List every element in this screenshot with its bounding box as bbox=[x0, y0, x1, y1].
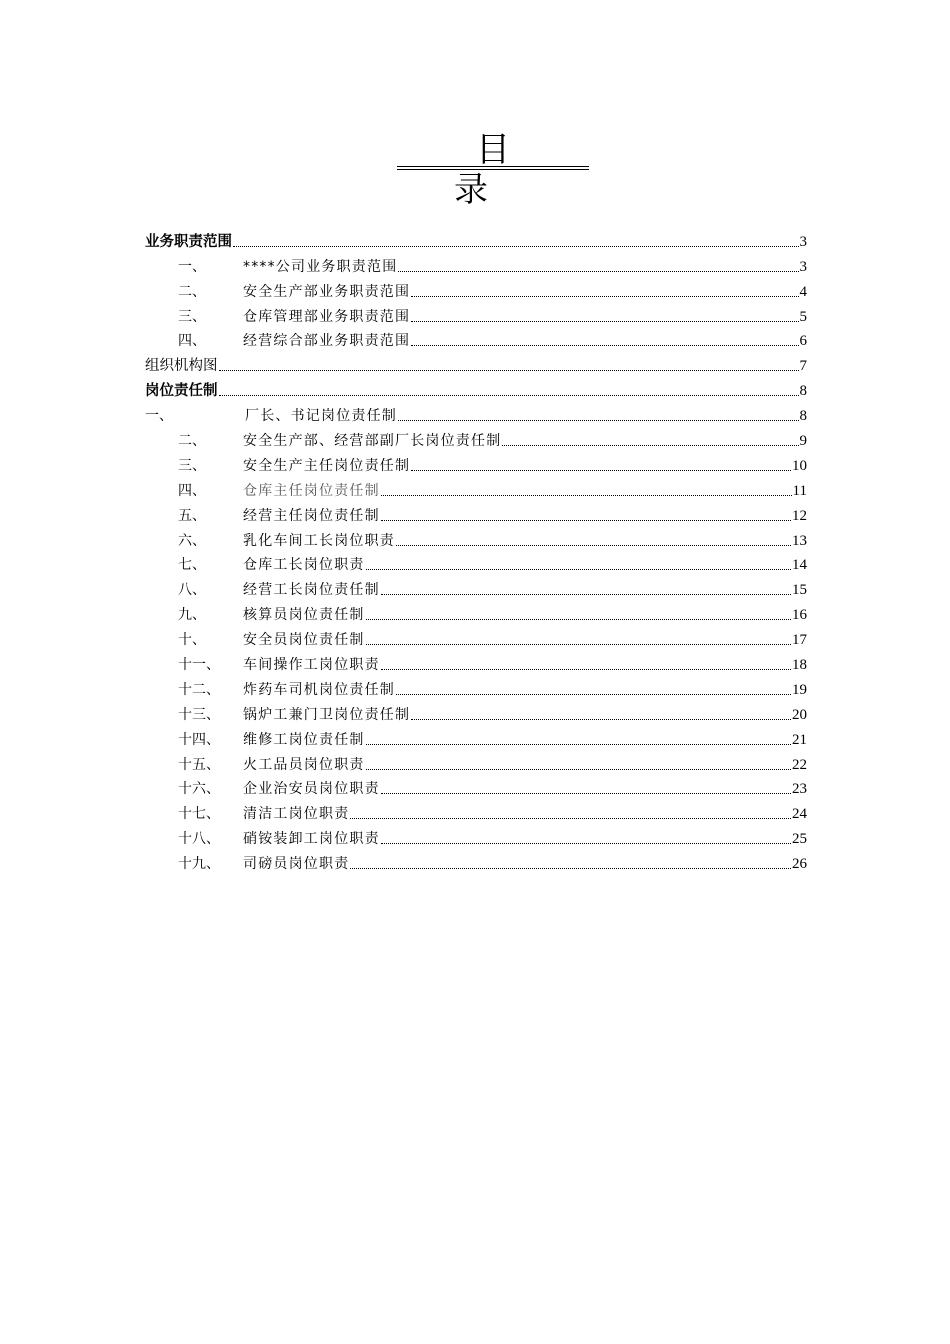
table-of-contents bbox=[145, 226, 807, 873]
title-underline-bottom bbox=[397, 169, 589, 170]
toc-page-number: 5 bbox=[799, 308, 807, 325]
toc-page-number: 12 bbox=[792, 507, 807, 524]
toc-entry-label: 清洁工岗位职责 bbox=[243, 806, 350, 823]
toc-page-number: 13 bbox=[792, 532, 807, 549]
toc-entry[interactable] bbox=[145, 301, 807, 326]
toc-dot-leader bbox=[411, 470, 791, 471]
toc-page-number: 23 bbox=[792, 781, 807, 798]
toc-dot-leader bbox=[396, 545, 791, 546]
toc-entry-number: 十八、 bbox=[178, 831, 220, 848]
toc-dot-leader bbox=[350, 818, 791, 819]
toc-dot-leader bbox=[366, 644, 791, 645]
toc-entry-label: 企业治安员岗位职责 bbox=[243, 781, 380, 798]
toc-page-number: 22 bbox=[792, 756, 807, 773]
toc-page-number: 8 bbox=[799, 383, 807, 400]
toc-entry-label: 核算员岗位责任制 bbox=[243, 607, 365, 624]
toc-entry-label: 经营综合部业务职责范围 bbox=[243, 333, 411, 350]
toc-entry[interactable] bbox=[145, 774, 807, 799]
toc-entry[interactable] bbox=[145, 674, 807, 699]
toc-entry-number: 十五、 bbox=[178, 756, 220, 773]
toc-dot-leader bbox=[411, 345, 798, 346]
toc-entry-number: 七、 bbox=[178, 557, 206, 574]
toc-entry-label: 炸药车司机岗位责任制 bbox=[243, 681, 395, 698]
toc-entry-number: 八、 bbox=[178, 582, 206, 599]
toc-page-number: 7 bbox=[799, 358, 807, 375]
title-underline-top bbox=[397, 166, 589, 167]
toc-entry[interactable] bbox=[145, 525, 807, 550]
toc-entry-number: 三、 bbox=[178, 308, 206, 325]
toc-dot-leader bbox=[233, 246, 799, 247]
toc-page-number: 3 bbox=[799, 258, 807, 275]
toc-entry-number: 十三、 bbox=[178, 706, 220, 723]
toc-page-number: 9 bbox=[799, 433, 807, 450]
toc-dot-leader bbox=[350, 868, 791, 869]
toc-title: 目 录 bbox=[454, 130, 554, 210]
toc-entry-number: 一、 bbox=[178, 258, 206, 275]
toc-page-number: 19 bbox=[792, 681, 807, 698]
toc-entry-label: ****公司业务职责范围 bbox=[243, 258, 398, 275]
toc-entry-label: 硝铵装卸工岗位职责 bbox=[243, 831, 380, 848]
toc-entry-number: 十一、 bbox=[178, 657, 220, 674]
toc-entry[interactable] bbox=[145, 749, 807, 774]
toc-page-number: 26 bbox=[792, 856, 807, 873]
toc-entry[interactable] bbox=[145, 400, 807, 425]
toc-entry[interactable] bbox=[145, 624, 807, 649]
toc-entry-number: 十九、 bbox=[178, 856, 220, 873]
toc-dot-leader bbox=[366, 569, 791, 570]
toc-entry-label: 仓库主任岗位责任制 bbox=[243, 482, 380, 499]
toc-dot-leader bbox=[219, 370, 799, 371]
toc-entry-number: 十、 bbox=[178, 632, 206, 649]
toc-dot-leader bbox=[381, 843, 791, 844]
toc-dot-leader bbox=[366, 744, 791, 745]
toc-entry-label: 业务职责范围 bbox=[145, 233, 232, 250]
toc-page-number: 18 bbox=[792, 657, 807, 674]
toc-entry-label: 乳化车间工长岗位职责 bbox=[243, 532, 395, 549]
toc-entry-number: 五、 bbox=[178, 507, 206, 524]
toc-page-number: 3 bbox=[799, 233, 807, 250]
toc-entry-label: 安全生产部业务职责范围 bbox=[243, 283, 411, 300]
toc-entry-label: 经营主任岗位责任制 bbox=[243, 507, 380, 524]
toc-page-number: 4 bbox=[799, 283, 807, 300]
toc-dot-leader bbox=[381, 520, 791, 521]
toc-entry-number: 六、 bbox=[178, 532, 206, 549]
toc-entry-label: 厂长、书记岗位责任制 bbox=[245, 408, 397, 425]
toc-entry-label: 车间操作工岗位职责 bbox=[243, 657, 380, 674]
toc-entry[interactable] bbox=[145, 475, 807, 500]
toc-entry[interactable] bbox=[145, 574, 807, 599]
toc-entry-number: 九、 bbox=[178, 607, 206, 624]
toc-page-number: 17 bbox=[792, 632, 807, 649]
toc-entry-number: 二、 bbox=[178, 433, 206, 450]
toc-entry[interactable] bbox=[145, 425, 807, 450]
toc-entry-label: 安全生产主任岗位责任制 bbox=[243, 457, 411, 474]
toc-entry-label: 维修工岗位责任制 bbox=[243, 731, 365, 748]
toc-page-number: 8 bbox=[799, 408, 807, 425]
toc-entry-label: 经营工长岗位责任制 bbox=[243, 582, 380, 599]
toc-page-number: 10 bbox=[792, 457, 807, 474]
toc-entry-number: 四、 bbox=[178, 333, 206, 350]
toc-page-number: 6 bbox=[799, 333, 807, 350]
toc-dot-leader bbox=[381, 793, 791, 794]
toc-entry-number: 四、 bbox=[178, 482, 206, 499]
toc-page-number: 16 bbox=[792, 607, 807, 624]
toc-entry[interactable] bbox=[145, 724, 807, 749]
toc-dot-leader bbox=[411, 719, 791, 720]
toc-page-number: 24 bbox=[792, 806, 807, 823]
toc-entry-label: 仓库工长岗位职责 bbox=[243, 557, 365, 574]
toc-dot-leader bbox=[398, 271, 798, 272]
toc-dot-leader bbox=[366, 769, 791, 770]
toc-entry[interactable] bbox=[145, 550, 807, 575]
toc-entry-label: 锅炉工兼门卫岗位责任制 bbox=[243, 706, 411, 723]
toc-dot-leader bbox=[396, 694, 791, 695]
toc-entry[interactable] bbox=[145, 599, 807, 624]
toc-entry[interactable] bbox=[145, 699, 807, 724]
toc-entry[interactable] bbox=[145, 226, 807, 251]
toc-page-number: 11 bbox=[792, 482, 807, 499]
toc-page-number: 25 bbox=[792, 831, 807, 848]
toc-entry[interactable] bbox=[145, 848, 807, 873]
toc-entry-number: 十六、 bbox=[178, 781, 220, 798]
toc-dot-leader bbox=[381, 594, 791, 595]
toc-entry[interactable] bbox=[145, 375, 807, 400]
toc-dot-leader bbox=[381, 495, 792, 496]
toc-entry[interactable] bbox=[145, 326, 807, 351]
toc-entry-label: 岗位责任制 bbox=[145, 383, 218, 400]
toc-entry-number: 十四、 bbox=[178, 731, 220, 748]
toc-entry[interactable] bbox=[145, 823, 807, 848]
toc-entry[interactable] bbox=[145, 276, 807, 301]
toc-dot-leader bbox=[398, 420, 799, 421]
toc-dot-leader bbox=[366, 619, 791, 620]
toc-entry-label: 火工品员岗位职责 bbox=[243, 756, 365, 773]
toc-entry-label: 安全生产部、经营部副厂长岗位责任制 bbox=[243, 433, 502, 450]
toc-entry-number: 二、 bbox=[178, 283, 206, 300]
toc-entry[interactable] bbox=[145, 251, 807, 276]
toc-page-number: 20 bbox=[792, 706, 807, 723]
toc-entry-label: 司磅员岗位职责 bbox=[243, 856, 350, 873]
toc-dot-leader bbox=[411, 296, 798, 297]
toc-entry-label: 组织机构图 bbox=[145, 358, 218, 375]
toc-entry[interactable] bbox=[145, 500, 807, 525]
toc-entry[interactable] bbox=[145, 649, 807, 674]
toc-dot-leader bbox=[411, 321, 798, 322]
toc-dot-leader bbox=[219, 395, 799, 396]
toc-entry-number: 一、 bbox=[145, 408, 173, 425]
toc-entry-number: 三、 bbox=[178, 457, 206, 474]
toc-page-number: 14 bbox=[792, 557, 807, 574]
toc-entry-number: 十七、 bbox=[178, 806, 220, 823]
toc-entry[interactable] bbox=[145, 450, 807, 475]
toc-dot-leader bbox=[381, 669, 791, 670]
toc-entry[interactable] bbox=[145, 798, 807, 823]
toc-entry-label: 安全员岗位责任制 bbox=[243, 632, 365, 649]
toc-dot-leader bbox=[502, 445, 798, 446]
toc-entry-number: 十二、 bbox=[178, 681, 220, 698]
toc-page-number: 21 bbox=[792, 731, 807, 748]
toc-entry[interactable] bbox=[145, 350, 807, 375]
toc-page-number: 15 bbox=[792, 582, 807, 599]
toc-entry-label: 仓库管理部业务职责范围 bbox=[243, 308, 411, 325]
